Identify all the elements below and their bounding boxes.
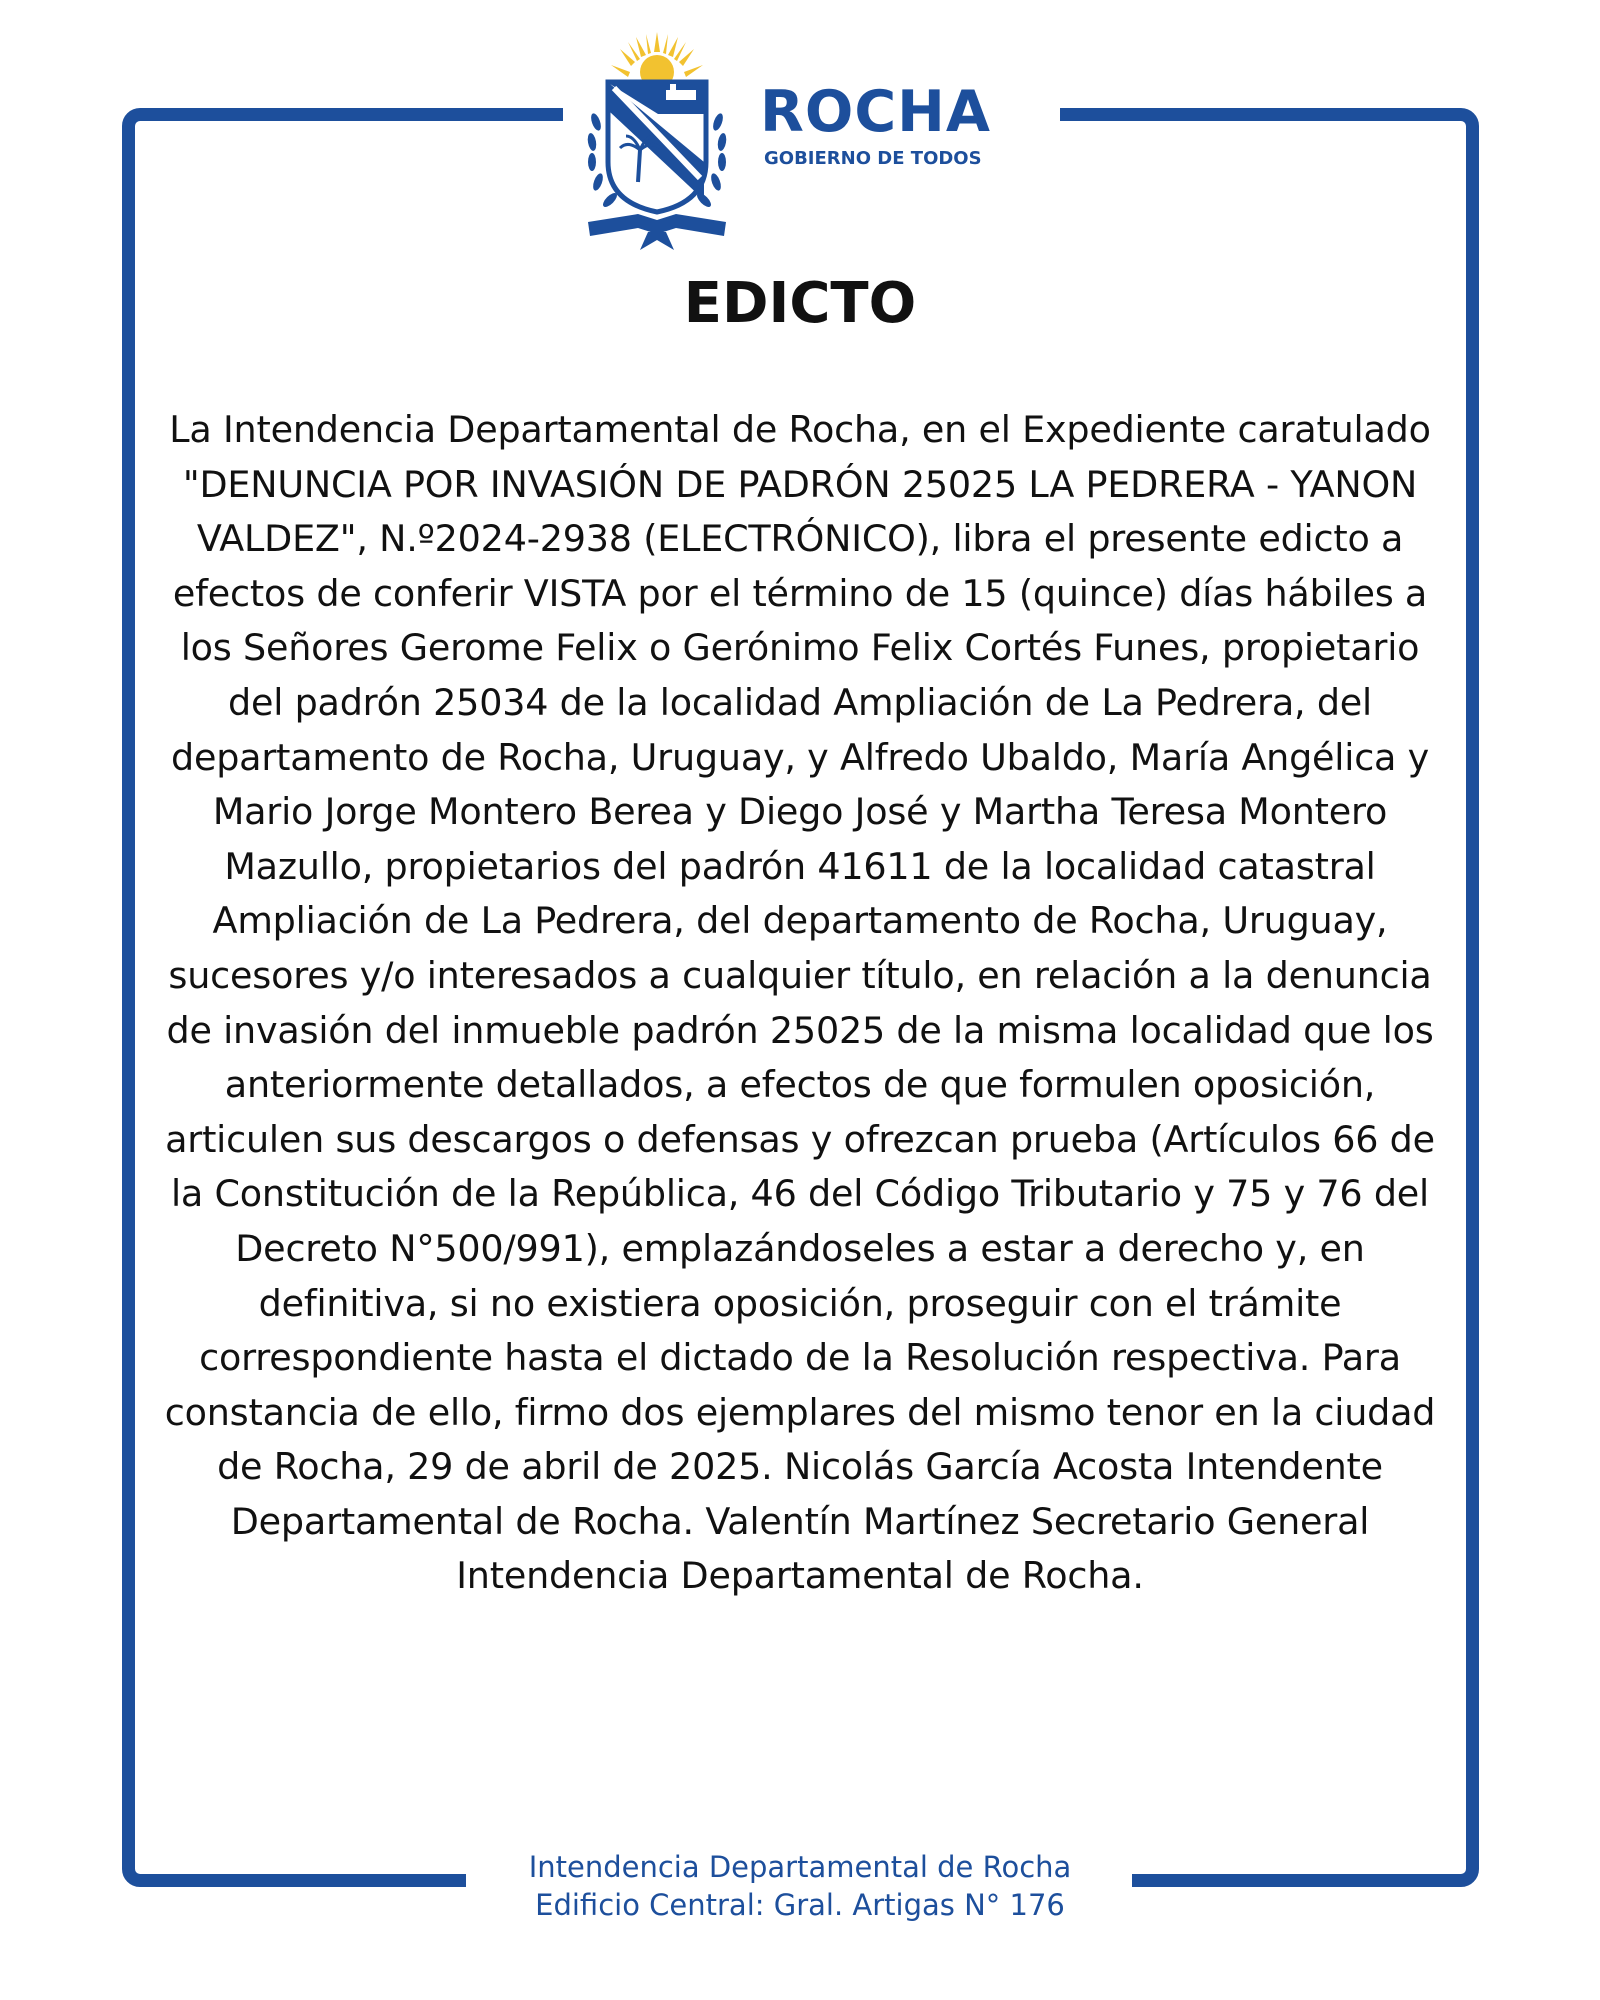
brand-name: ROCHA: [760, 79, 991, 145]
document-title: EDICTO: [683, 271, 917, 336]
document-body: La Intendencia Departamental de Rocha, en el Expediente caratulado "DENUNCIA POR INVASIÓN DE PADRÓN 25025 LA PEDRERA - YANON VALDEZ", N.º2024-2938 (ELECTRÓNICO), libra el presente edicto a efectos de conferir VISTA por el término de 15 (quince) días hábiles a los Señores Gerome Felix o Gerónimo Felix Cortés Funes, propietario del padrón 25034 de la localidad Ampliación de La Pedrera, del departamento de Rocha, Uruguay, y Alfredo Ubaldo, María Angélica y Mario Jorge Montero Berea y Diego José y Martha Teresa Montero Mazullo, propietarios del padrón 41611 de la localidad catastral Ampliación de La Pedrera, del departamento de Rocha, Uruguay, sucesores y/o interesados a cualquier título, en relación a la denuncia de invasión del inmueble padrón 25025 de la misma localidad que los anteriormente detallados, a efectos de que formulen oposición, articulen sus descargos o defensas y ofrezcan prueba (Artículos 66 de la Constitución de la República, 46 del Código Tributario y 75 y 76 del Decreto N°500/991), emplazándoseles a estar a derecho y, en definitiva, si no existiera oposición, proseguir con el trámite correspondiente hasta el dictado de la Resolución respectiva. Para constancia de ello, firmo dos ejemplares del mismo tenor en la ciudad de Rocha, 29 de abril de 2025. Nicolás García Acosta Intendente Departamental de Rocha. Valentín Martínez Secretario General Intendencia Departamental de Rocha.: [164, 408, 1436, 1598]
footer: [0, 1848, 1600, 1924]
footer-line-institution: Intendencia Departamental de Rocha: [528, 1850, 1072, 1884]
header-logo: [578, 32, 1038, 252]
brand-tagline: GOBIERNO DE TODOS: [764, 148, 982, 169]
footer-line-address: Edificio Central: Gral. Artigas N° 176: [535, 1888, 1065, 1922]
coat-of-arms-icon: [578, 32, 736, 252]
